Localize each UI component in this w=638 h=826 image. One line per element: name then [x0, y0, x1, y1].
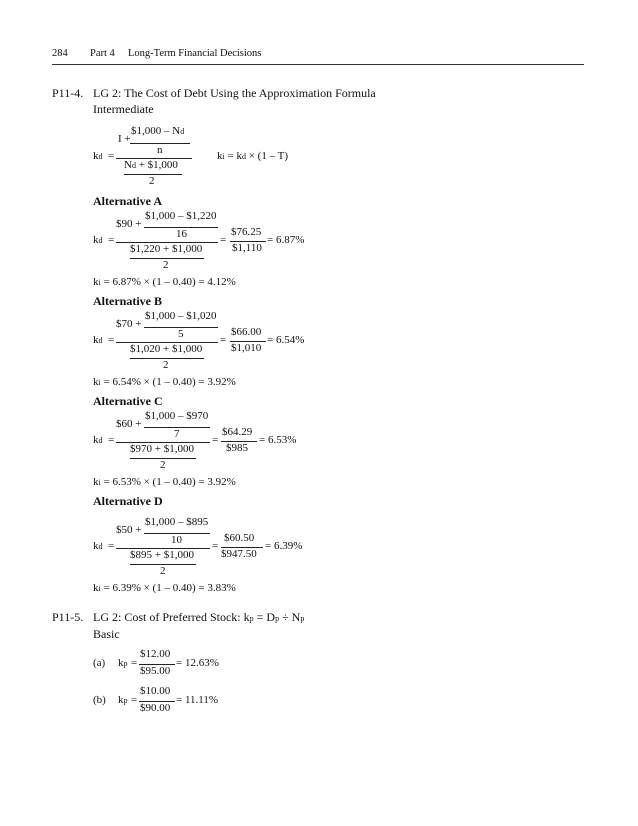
bottom-denominator: 2	[163, 259, 169, 271]
alternative-label: Alternative A	[93, 194, 162, 208]
equals-sign: =	[108, 540, 115, 552]
kp-symbol: kp	[118, 657, 128, 669]
result-value: = 6.39%	[265, 540, 303, 552]
denominator: $95.00	[140, 665, 171, 677]
result-value: = 11.11%	[176, 694, 219, 706]
bottom-denominator: 2	[149, 175, 155, 187]
kd-symbol: kd	[93, 234, 103, 246]
interest-term: $60 +	[116, 418, 142, 430]
equals-sign: =	[212, 540, 219, 552]
result-denominator: $985	[226, 442, 248, 454]
bottom-denominator: 2	[163, 359, 169, 371]
equals-sign: =	[220, 234, 227, 246]
equals-sign: =	[131, 694, 138, 706]
kp-symbol: kp	[118, 694, 128, 706]
equals-sign: =	[212, 434, 219, 446]
after-tax-result: ki = 6.53% × (1 – 0.40) = 3.92%	[93, 476, 236, 488]
problem-level: Intermediate	[93, 102, 154, 116]
page-number: 284	[52, 48, 68, 59]
interest-term: $70 +	[116, 318, 142, 330]
after-tax-result: ki = 6.39% × (1 – 0.40) = 3.83%	[93, 582, 236, 594]
top-numerator: $1,000 – $895	[145, 516, 209, 528]
top-denominator: 16	[176, 228, 187, 240]
interest-term: I +	[118, 133, 131, 145]
bottom-numerator: $1,220 + $1,000	[130, 243, 203, 255]
equals-sign: =	[220, 334, 227, 346]
top-denominator: n	[157, 144, 163, 156]
top-denominator: 10	[171, 534, 182, 546]
problem-level: Basic	[93, 627, 120, 641]
top-numerator: $1,000 – Nd	[131, 125, 185, 137]
result-value: = 6.53%	[259, 434, 297, 446]
bottom-numerator: $895 + $1,000	[130, 549, 194, 561]
equals-sign: =	[108, 334, 115, 346]
alternative-label: Alternative D	[93, 494, 163, 508]
equals-sign: =	[108, 234, 115, 246]
equals-sign: =	[131, 657, 138, 669]
result-denominator: $1,110	[232, 242, 262, 254]
result-numerator: $66.00	[231, 326, 262, 338]
bottom-denominator: 2	[160, 459, 166, 471]
kd-symbol: kd	[93, 150, 103, 162]
result-value: = 6.54%	[267, 334, 305, 346]
part-title: Long-Term Financial Decisions	[128, 48, 262, 59]
numerator: $10.00	[140, 685, 171, 697]
result-value: = 12.63%	[176, 657, 219, 669]
bottom-numerator: Nd + $1,000	[124, 159, 178, 171]
kd-symbol: kd	[93, 540, 103, 552]
result-value: = 6.87%	[267, 234, 305, 246]
problem-number: P11-4.	[52, 86, 84, 100]
alternative-label: Alternative C	[93, 394, 163, 408]
problem-title: LG 2: The Cost of Debt Using the Approximation Formula	[93, 86, 376, 100]
interest-term: $90 +	[116, 218, 142, 230]
kd-symbol: kd	[93, 334, 103, 346]
top-denominator: 7	[174, 428, 180, 440]
top-numerator: $1,000 – $970	[145, 410, 209, 422]
result-denominator: $947.50	[221, 548, 257, 560]
after-tax-formula: ki = kd × (1 – T)	[217, 150, 289, 162]
bottom-numerator: $1,020 + $1,000	[130, 343, 203, 355]
top-numerator: $1,000 – $1,020	[145, 310, 217, 322]
after-tax-result: ki = 6.54% × (1 – 0.40) = 3.92%	[93, 376, 236, 388]
denominator: $90.00	[140, 702, 171, 714]
top-denominator: 5	[178, 328, 184, 340]
part-label: (a)	[93, 657, 106, 669]
result-numerator: $76.25	[231, 226, 262, 238]
alternative-label: Alternative B	[93, 294, 162, 308]
part-number: Part 4	[90, 48, 115, 59]
problem-title: LG 2: Cost of Preferred Stock: kp = Dp ÷ Np	[93, 610, 305, 624]
equals-sign: =	[108, 434, 115, 446]
header-rule	[52, 64, 584, 65]
numerator: $12.00	[140, 648, 171, 660]
part-label: (b)	[93, 694, 106, 706]
bottom-numerator: $970 + $1,000	[130, 443, 194, 455]
result-denominator: $1,010	[231, 342, 262, 354]
problem-number: P11-5.	[52, 610, 84, 624]
bottom-denominator: 2	[160, 565, 166, 577]
kd-symbol: kd	[93, 434, 103, 446]
interest-term: $50 +	[116, 524, 142, 536]
result-numerator: $60.50	[224, 532, 255, 544]
top-numerator: $1,000 – $1,220	[145, 210, 217, 222]
result-numerator: $64.29	[222, 426, 253, 438]
equals-sign: =	[108, 150, 115, 162]
after-tax-result: ki = 6.87% × (1 – 0.40) = 4.12%	[93, 276, 236, 288]
